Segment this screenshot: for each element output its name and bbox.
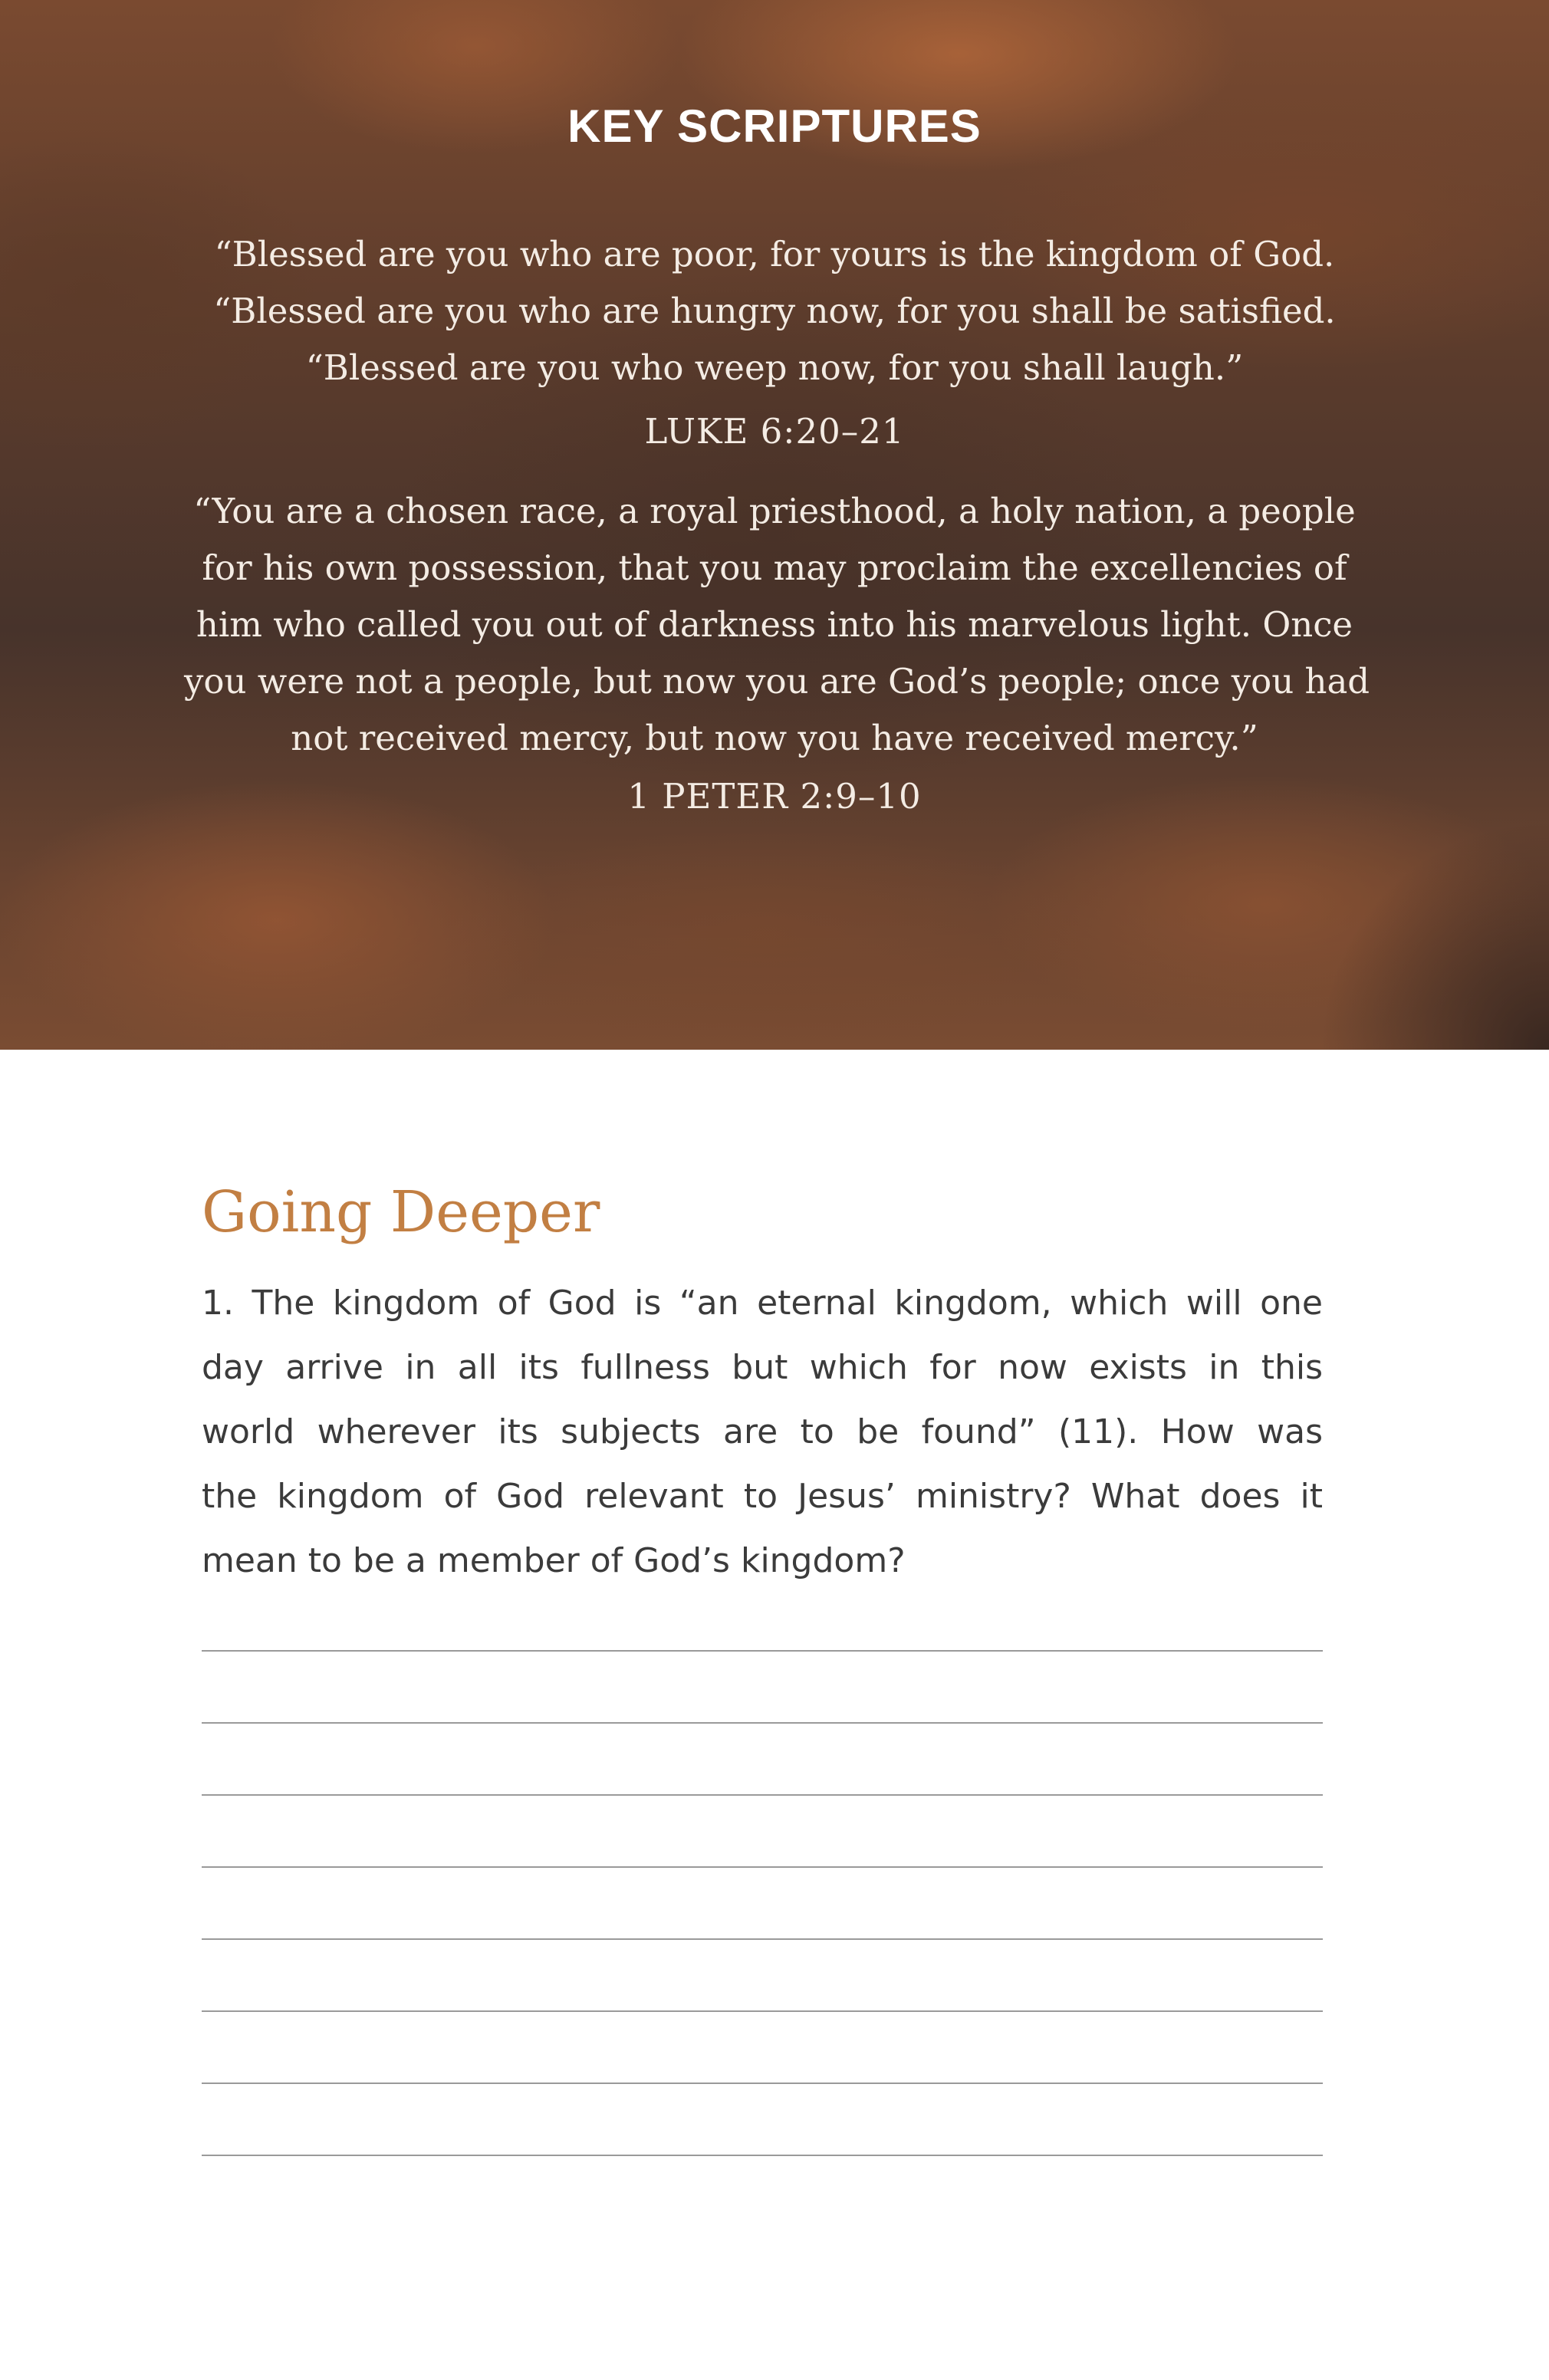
question-line: the kingdom of God relevant to Jesus’ ministry? What does it	[202, 1477, 1323, 1516]
answer-line	[202, 2082, 1323, 2084]
scripture-reference-luke: LUKE 6:20–21	[644, 411, 905, 452]
scripture-passage-luke	[184, 226, 1365, 396]
discussion-question	[202, 1271, 1323, 1593]
answer-line	[202, 1722, 1323, 1724]
verse-line: “Blessed are you who are hungry now, for you shall be satisfied.	[213, 291, 1336, 331]
question-line: world wherever its subjects are to be found” (11). How was	[202, 1412, 1323, 1451]
verse-line: “You are a chosen race, a royal priesthood, a holy nation, a people	[193, 491, 1356, 531]
verse-line: him who called you out of darkness into his marvelous light. Once	[196, 604, 1353, 645]
answer-lines	[202, 1650, 1323, 2227]
answer-line	[202, 1794, 1323, 1796]
answer-line	[202, 2155, 1323, 2156]
answer-line	[202, 1938, 1323, 1940]
going-deeper-heading: Going Deeper	[202, 1179, 600, 1245]
verse-line: “Blessed are you who weep now, for you shall laugh.”	[305, 347, 1244, 388]
answer-line	[202, 1866, 1323, 1868]
answer-line	[202, 1650, 1323, 1652]
question-line: mean to be a member of God’s kingdom?	[202, 1541, 906, 1580]
question-line: 1. The kingdom of God is “an eternal kingdom, which will one	[202, 1284, 1323, 1323]
verse-line: you were not a people, but now you are God’s people; once you had	[184, 661, 1370, 702]
question-line: day arrive in all its fullness but which for now exists in this	[202, 1348, 1323, 1387]
answer-line	[202, 2010, 1323, 2012]
scripture-banner	[0, 0, 1549, 1050]
key-scriptures-title: KEY SCRIPTURES	[567, 100, 982, 152]
scripture-passage-peter	[184, 483, 1370, 767]
verse-line: not received mercy, but now you have received mercy.”	[291, 718, 1258, 758]
verse-line: “Blessed are you who are poor, for yours is the kingdom of God.	[214, 234, 1335, 274]
scripture-reference-peter: 1 PETER 2:9–10	[627, 776, 922, 817]
verse-line: for his own possession, that you may proclaim the excellencies of	[202, 547, 1347, 588]
